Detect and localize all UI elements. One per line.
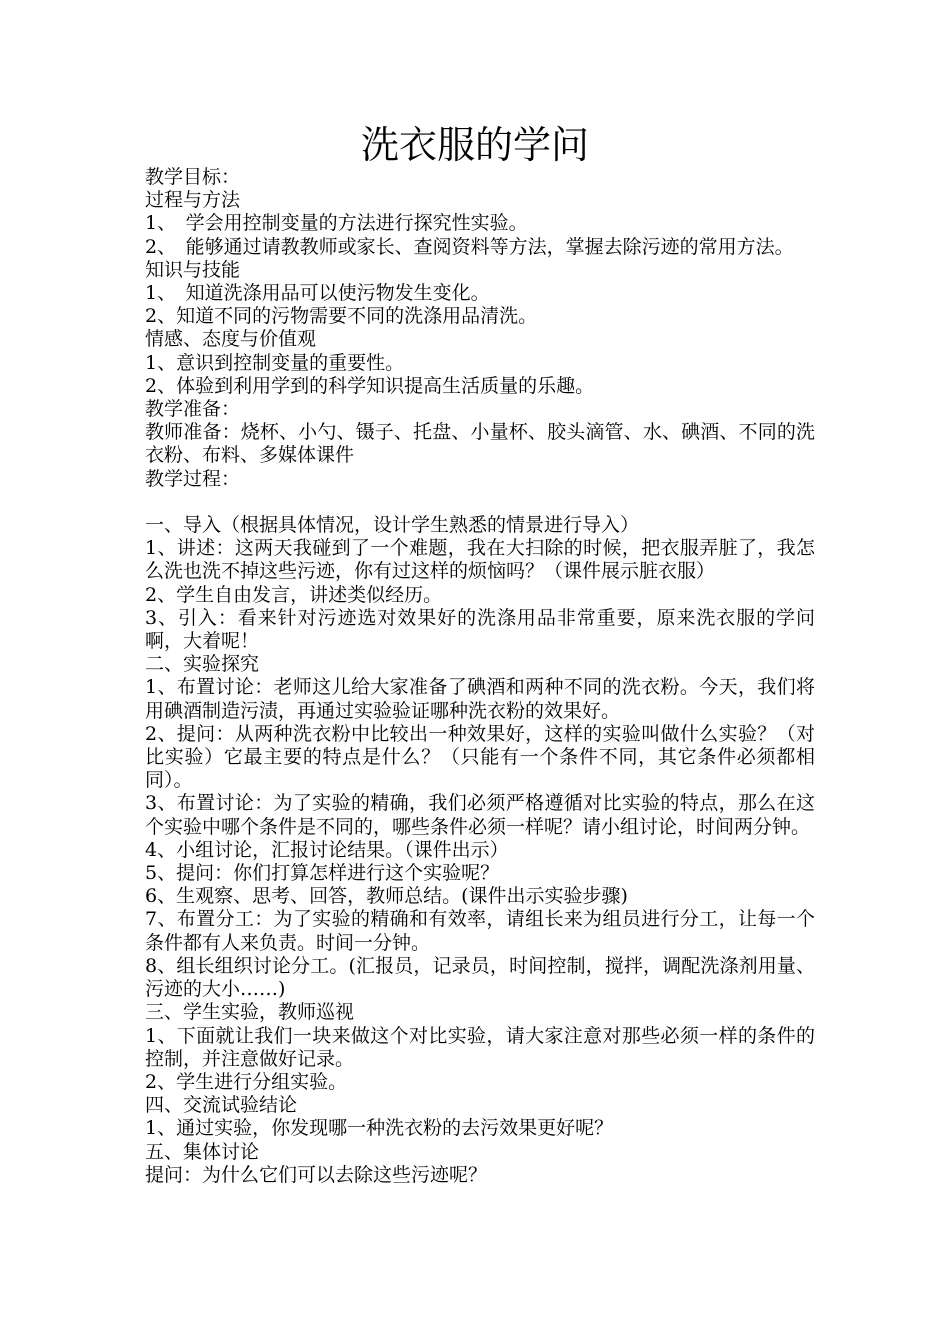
text-line: 1、布置讨论：老师这儿给大家准备了碘酒和两种不同的洗衣粉。今天，我们将用碘酒制造污渍，再通过实验验证哪种洗衣粉的效果好。	[145, 676, 815, 722]
text-line: 1、下面就让我们一块来做这个对比实验，请大家注意对那些必须一样的条件的控制，并注意做好记录。	[145, 1024, 815, 1070]
text-line: 一、导入（根据具体情况，设计学生熟悉的情景进行导入）	[145, 514, 640, 537]
text-line: 2、体验到利用学到的科学知识提高生活质量的乐趣。	[145, 374, 595, 397]
text-line: 二、实验探究	[145, 653, 260, 676]
text-line: 1、讲述：这两天我碰到了一个难题，我在大扫除的时候，把衣服弄脏了，我怎么洗也洗不掉这些污迹，你有过这样的烦恼吗？（课件展示脏衣服）	[145, 537, 815, 583]
text-line: 7、布置分工：为了实验的精确和有效率，请组长来为组员进行分工，让每一个条件都有人来负责。时间一分钟。	[145, 908, 815, 954]
text-line: 2、学生进行分组实验。	[145, 1070, 348, 1093]
text-line: 2、提问：从两种洗衣粉中比较出一种效果好，这样的实验叫做什么实验？（对比实验）它最主要的特点是什么？（只能有一个条件不同，其它条件必须都相同）。	[145, 722, 815, 792]
text-line: 2、知道不同的污物需要不同的洗涤用品清洗。	[145, 305, 538, 328]
document-title: 洗衣服的学问	[360, 123, 589, 167]
text-line: 6、生观察、思考、回答，教师总结。(课件出示实验步骤)	[145, 885, 628, 908]
text-line: 8、组长组织讨论分工。(汇报员，记录员，时间控制，搅拌，调配洗涤剂用量、污迹的大小……)	[145, 954, 815, 1001]
text-line: 三、学生实验，教师巡视	[145, 1001, 355, 1024]
blank-line	[145, 491, 815, 514]
text-line: 过程与方法	[145, 189, 241, 212]
text-line: 3、引入：看来针对污迹选对效果好的洗涤用品非常重要，原来洗衣服的学问啊，大着呢！	[145, 606, 815, 653]
text-line: 3、布置讨论：为了实验的精确，我们必须严格遵循对比实验的特点，那么在这个实验中哪个条件是不同的，哪些条件必须一样呢？请小组讨论，时间两分钟。	[145, 792, 815, 838]
text-line: 情感、态度与价值观	[145, 328, 317, 351]
text-line: 1、 学会用控制变量的方法进行探究性实验。	[145, 212, 528, 235]
text-line: 1、 知道洗涤用品可以使污物发生变化。	[145, 282, 490, 305]
text-line: 2、学生自由发言，讲述类似经历。	[145, 583, 443, 606]
text-line: 教学目标：	[145, 166, 241, 188]
text-line: 提问：为什么它们可以去除这些污迹呢？	[145, 1163, 488, 1186]
document-body	[145, 166, 815, 1187]
text-line: 教学准备：	[145, 398, 241, 421]
text-line: 教师准备：烧杯、小勺、镊子、托盘、小量杯、胶头滴管、水、碘酒、不同的洗衣粉、布料、多媒体课件	[145, 421, 815, 467]
text-line: 四、交流试验结论	[145, 1094, 298, 1117]
text-line: 1、通过实验，你发现哪一种洗衣粉的去污效果更好呢？	[145, 1117, 614, 1140]
text-line: 教学过程：	[145, 467, 241, 490]
text-line: 2、 能够通过请教教师或家长、查阅资料等方法，掌握去除污迹的常用方法。	[145, 235, 794, 258]
text-line: 4、小组讨论，汇报讨论结果。（课件出示）	[145, 838, 509, 861]
text-line: 5、提问：你们打算怎样进行这个实验呢？	[145, 862, 500, 885]
text-line: 1、意识到控制变量的重要性。	[145, 351, 405, 374]
text-line: 五、集体讨论	[145, 1140, 260, 1163]
text-line: 知识与技能	[145, 258, 241, 281]
